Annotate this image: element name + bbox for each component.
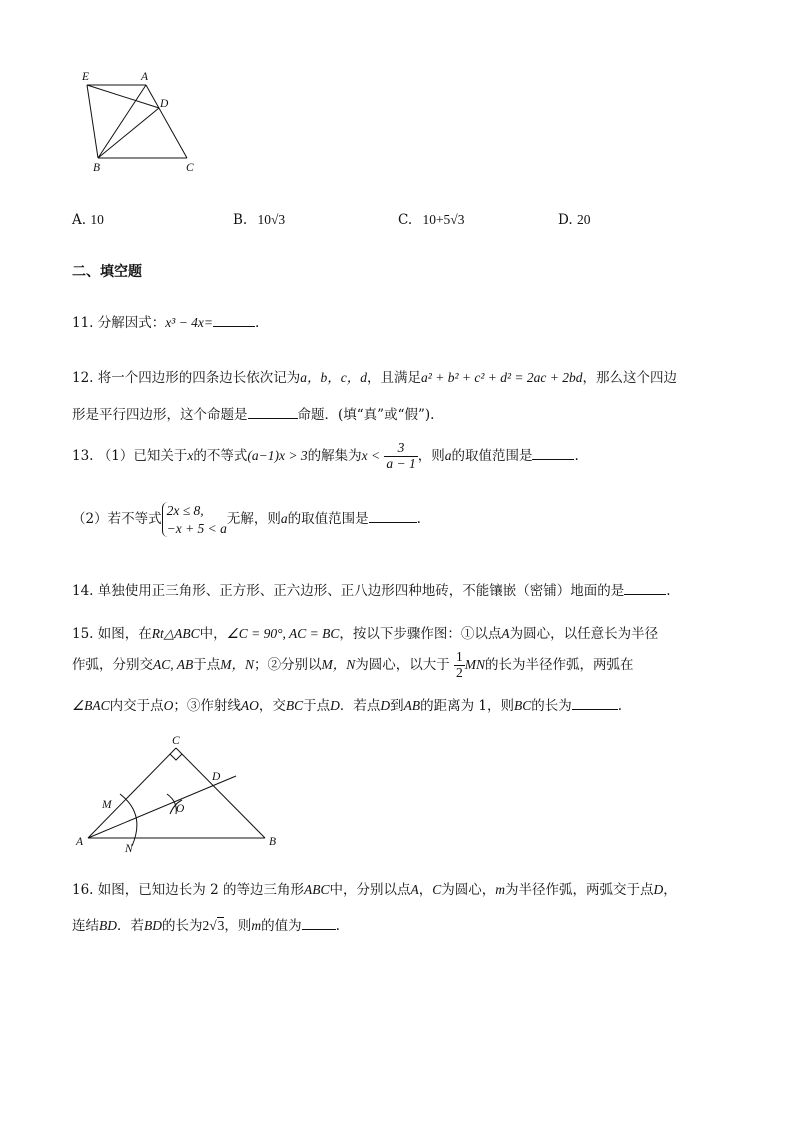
question-number: 12. bbox=[72, 370, 94, 386]
q16-text: ， bbox=[663, 882, 677, 898]
q16-text: 为圆心， bbox=[441, 882, 496, 898]
label-d: D bbox=[212, 771, 221, 783]
question-12-line-2 bbox=[72, 403, 434, 423]
label-a: A bbox=[141, 71, 149, 83]
q15-text: ；②分别以 bbox=[254, 656, 322, 673]
fraction-numerator: 1 bbox=[456, 649, 463, 664]
q12-text-c: ，那么这个四边 bbox=[582, 370, 678, 386]
q13-fraction bbox=[384, 441, 417, 472]
question-11 bbox=[72, 311, 259, 331]
segment-cb bbox=[176, 748, 265, 838]
q15-text: 到 bbox=[390, 698, 404, 714]
label-d: D bbox=[160, 98, 169, 110]
q15-text: 如图，在 bbox=[97, 626, 152, 642]
q13-end: . bbox=[574, 447, 579, 464]
question-15-line-2 bbox=[72, 650, 634, 681]
q16-var-m: m bbox=[251, 918, 262, 933]
question-number: 13. bbox=[72, 447, 94, 464]
question-13-part-1 bbox=[72, 441, 579, 472]
segment-bd bbox=[98, 108, 159, 158]
q15-text: 的长为 bbox=[531, 698, 572, 714]
q13-text: （2）若不等式 bbox=[72, 511, 162, 528]
answer-blank bbox=[532, 447, 574, 460]
segment-eb bbox=[87, 85, 98, 158]
label-m: M bbox=[102, 799, 112, 811]
figure-right-triangle bbox=[70, 728, 290, 854]
answer-blank bbox=[213, 314, 255, 327]
q15-point: D bbox=[330, 698, 340, 713]
q16-text: 如图，已知边长为 2 的等边三角形 bbox=[97, 882, 304, 898]
question-16-line-2 bbox=[72, 914, 340, 934]
q15-text: 内交于点 bbox=[109, 698, 164, 714]
question-13-part-2 bbox=[72, 502, 421, 537]
q15-text: 为圆心，以任意长为半径 bbox=[509, 626, 659, 642]
segment-ac bbox=[146, 85, 187, 158]
q15-segments: AC, AB bbox=[153, 656, 194, 672]
option-value: 10√3 bbox=[257, 212, 286, 227]
q16-text: 连结 bbox=[72, 918, 99, 934]
q15-points: M，N bbox=[321, 656, 356, 672]
q16-text: 的长为 bbox=[162, 918, 203, 934]
fraction-denominator: a − 1 bbox=[386, 455, 416, 471]
question-16-line-1 bbox=[72, 878, 677, 898]
figure-parallelogram bbox=[76, 68, 206, 180]
system-line-2: −x + 5 < a bbox=[166, 520, 227, 536]
q15-point: A bbox=[501, 626, 510, 641]
question-15-line-1 bbox=[72, 622, 658, 642]
q13-text: 的不等式 bbox=[193, 447, 248, 464]
q16-segment: BD bbox=[99, 918, 117, 933]
q12-text-e: 命题．(填“真”或“假”). bbox=[297, 407, 435, 423]
q15-point: O bbox=[163, 698, 174, 713]
sqrt-sign: √ bbox=[209, 918, 217, 933]
question-15-line-3 bbox=[72, 694, 622, 714]
q16-text: 的值为 bbox=[261, 918, 302, 934]
q13-text: 的解集为 bbox=[307, 447, 362, 464]
label-n: N bbox=[125, 843, 133, 854]
label-a: A bbox=[76, 836, 84, 848]
q16-value-radicand: 3 bbox=[217, 918, 225, 933]
option-value: 10 bbox=[90, 212, 104, 227]
q13-text: 无解，则 bbox=[226, 511, 281, 528]
option-value: 10+5√3 bbox=[422, 212, 465, 227]
inequality-system bbox=[162, 502, 227, 537]
question-number: 14. bbox=[72, 583, 94, 599]
segment-ac bbox=[88, 748, 176, 838]
option-letter: C. bbox=[398, 212, 413, 228]
q15-text: ．若点 bbox=[339, 698, 381, 714]
option-letter: B. bbox=[233, 212, 248, 228]
label-c: C bbox=[186, 162, 194, 174]
q16-point: C bbox=[432, 882, 442, 897]
q13-var-a: a bbox=[444, 447, 452, 463]
option-letter: D. bbox=[558, 212, 573, 228]
label-b: B bbox=[93, 162, 101, 174]
q15-fraction bbox=[454, 650, 465, 681]
q13-text: 的取值范围是 bbox=[451, 447, 533, 464]
q16-triangle: ABC bbox=[303, 882, 330, 897]
q15-text: 中， bbox=[199, 626, 227, 642]
question-text: 单独使用正三角形、正方形、正六边形、正八边形四种地砖，不能镶嵌（密铺）地面的是 bbox=[97, 583, 625, 599]
question-end: . bbox=[666, 583, 671, 599]
q12-vars: a，b，c，d bbox=[300, 370, 368, 385]
q10-option-a bbox=[72, 212, 104, 228]
question-number: 11. bbox=[72, 315, 94, 331]
q16-text: 中，分别以点 bbox=[329, 882, 411, 898]
q15-text: ，按以下步骤作图：①以点 bbox=[339, 626, 502, 642]
q15-points: M，N bbox=[220, 656, 254, 672]
q15-segment: BC bbox=[285, 698, 304, 713]
fraction-denominator: 2 bbox=[456, 664, 463, 680]
q15-ray: AO bbox=[240, 698, 259, 713]
option-letter: A. bbox=[72, 212, 87, 228]
q13-var-x: x bbox=[187, 447, 194, 463]
q15-segment-mn: MN bbox=[464, 656, 486, 672]
q12-equation: a² + b² + c² + d² = 2ac + 2bd bbox=[421, 370, 583, 385]
answer-blank bbox=[572, 697, 618, 710]
answer-blank bbox=[369, 510, 417, 523]
q16-text: ， bbox=[418, 882, 433, 898]
q10-option-c bbox=[398, 212, 464, 228]
q15-angle: ∠BAC bbox=[72, 698, 110, 713]
q15-point: D bbox=[380, 698, 391, 713]
label-c: C bbox=[172, 735, 180, 747]
q12-text-a: 将一个四边形的四条边长依次记为 bbox=[97, 370, 301, 386]
q15-text: ，交 bbox=[258, 698, 286, 714]
label-b: B bbox=[269, 836, 277, 848]
q15-text: 为圆心，以大于 bbox=[355, 656, 450, 673]
q13-text: 的取值范围是 bbox=[287, 511, 369, 528]
q15-text: 作弧，分别交 bbox=[72, 656, 153, 673]
label-o: O bbox=[176, 803, 185, 815]
q15-segment: AB bbox=[403, 698, 421, 713]
q16-point: D bbox=[653, 882, 664, 897]
q13-end: . bbox=[416, 511, 421, 528]
q10-option-b bbox=[233, 212, 285, 228]
q15-text: ；③作射线 bbox=[173, 698, 241, 714]
q13-solution-lhs: x < bbox=[361, 447, 381, 463]
q16-point: A bbox=[410, 882, 419, 897]
section-title: 二、填空题 bbox=[72, 264, 142, 280]
q15-triangle: Rt△ABC bbox=[151, 626, 200, 641]
q15-text: 于点 bbox=[303, 698, 331, 714]
system-line-1: 2x ≤ 8, bbox=[166, 503, 204, 518]
q16-text: ．若 bbox=[117, 918, 144, 934]
question-text: 分解因式： bbox=[97, 315, 166, 331]
fraction-numerator: 3 bbox=[384, 441, 417, 457]
q16-end: . bbox=[335, 918, 340, 934]
q15-text: 的长为半径作弧，两弧在 bbox=[485, 656, 634, 673]
q13-var-a: a bbox=[280, 511, 288, 527]
q15-segment: BC bbox=[514, 698, 532, 713]
q16-text: ，则 bbox=[224, 918, 252, 934]
question-end: . bbox=[255, 315, 260, 331]
q13-inequality: (a−1)x > 3 bbox=[247, 447, 308, 463]
q15-text: 于点 bbox=[193, 656, 221, 673]
label-e: E bbox=[82, 71, 90, 83]
q10-option-d bbox=[558, 212, 590, 228]
q12-text-b: ，且满足 bbox=[367, 370, 422, 386]
q16-var-m: m bbox=[495, 882, 505, 897]
q12-text-d: 形是平行四边形，这个命题是 bbox=[72, 407, 248, 423]
q16-segment: BD bbox=[144, 918, 162, 933]
q15-condition: ∠C = 90°, AC = BC bbox=[226, 626, 340, 641]
answer-blank bbox=[248, 406, 298, 419]
option-value: 20 bbox=[576, 212, 591, 227]
q16-value bbox=[203, 917, 225, 933]
question-expr: x³ − 4x= bbox=[165, 315, 214, 330]
question-number: 15. bbox=[72, 626, 94, 642]
q15-text: 的距离为 1，则 bbox=[420, 698, 515, 714]
q15-end: . bbox=[617, 698, 623, 714]
question-14 bbox=[72, 579, 671, 599]
question-number: 16. bbox=[72, 882, 94, 898]
q16-value-coef: 2 bbox=[202, 918, 210, 933]
answer-blank bbox=[624, 582, 666, 595]
q13-text: （1）已知关于 bbox=[97, 447, 188, 464]
question-12-line-1 bbox=[72, 366, 677, 386]
right-angle-mark bbox=[170, 754, 182, 760]
answer-blank bbox=[302, 917, 336, 930]
q13-text: ，则 bbox=[417, 447, 445, 464]
q16-text: 为半径作弧，两弧交于点 bbox=[504, 882, 654, 898]
